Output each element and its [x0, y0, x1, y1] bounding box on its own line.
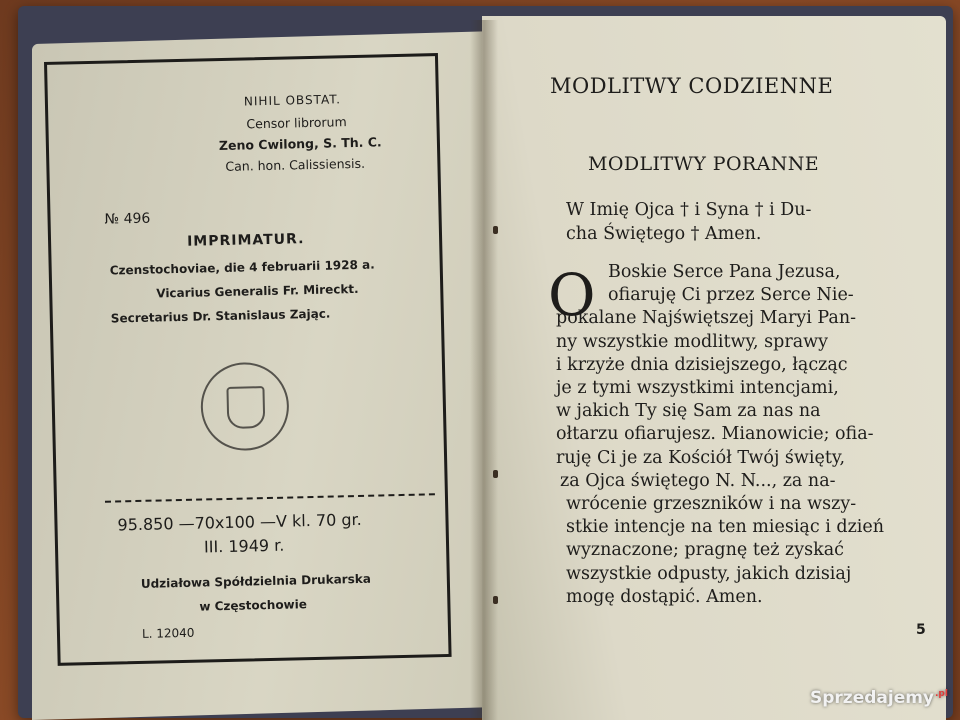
- page-title: MODLITWY CODZIENNE: [550, 74, 834, 98]
- section-title: MODLITWY PORANNE: [588, 153, 820, 175]
- printer-line2: w Częstochowie: [199, 597, 308, 614]
- binding-stitch: [493, 470, 498, 478]
- imprimatur-heading: IMPRIMATUR.: [186, 231, 305, 250]
- prayer-line: wrócenie grzeszników i na wszy-: [566, 494, 857, 514]
- imprimatur-place-date: Czenstochoviae, die 4 februarii 1928 a.: [109, 257, 375, 278]
- vicar-general: Vicarius Generalis Fr. Mireckt.: [156, 281, 359, 301]
- book-gutter: [470, 20, 498, 720]
- print-info-line2: III. 1949 r.: [203, 535, 285, 557]
- watermark-suffix: .pl: [935, 689, 948, 700]
- imprint-frame: [44, 53, 452, 666]
- prayer-line: i krzyże dnia dzisiejszego, łącząc: [556, 354, 848, 375]
- prayer-line: w jakich Ty się Sam za nas na: [556, 401, 821, 422]
- episcopal-seal: [200, 362, 290, 452]
- binding-stitch: [493, 226, 498, 234]
- imprint-divider: [105, 493, 435, 502]
- prayer-line: stkie intencje na ten miesiąc i dzień: [566, 517, 885, 538]
- site-watermark: [810, 688, 948, 708]
- prayer-line: wyznaczone; pragnę też zyskać: [566, 540, 844, 561]
- secretary: Secretarius Dr. Stanislaus Zając.: [110, 306, 331, 326]
- page-number: 5: [916, 622, 926, 638]
- seal-shield-icon: [226, 386, 265, 429]
- print-code: L. 12040: [141, 625, 195, 641]
- prayer-line: ofiaruję Ci przez Serce Nie-: [608, 285, 854, 306]
- invocation-line: cha Świętego † Amen.: [566, 224, 762, 244]
- prayer-line: pokalane Najświętszej Maryi Pan-: [556, 308, 857, 329]
- nihil-obstat-heading: NIHIL OBSTAT.: [243, 92, 342, 109]
- prayer-line: Boskie Serce Pana Jezusa,: [608, 262, 841, 282]
- drop-cap-letter: O: [548, 261, 596, 329]
- binding-stitch: [493, 596, 498, 604]
- prayer-line: za Ojca świętego N. N..., za na-: [560, 470, 836, 491]
- printer-line1: Udziałowa Spółdzielnia Drukarska: [140, 571, 371, 591]
- censor-title: Can. hon. Calissiensis.: [225, 155, 366, 174]
- invocation-line: W Imię Ojca † i Syna † i Du-: [566, 200, 812, 220]
- watermark-text: Sprzedajemy: [810, 688, 935, 708]
- prayer-line: ny wszystkie modlitwy, sprawy: [556, 331, 828, 352]
- censor-role: Censor librorum: [246, 114, 347, 132]
- censor-name: Zeno Cwilong, S. Th. C.: [218, 134, 382, 154]
- prayer-line: mogę dostąpić. Amen.: [566, 586, 763, 607]
- prayer-line: ołtarzu ofiarujesz. Mianowicie; ofia-: [556, 424, 874, 445]
- prayer-line: wszystkie odpusty, jakich dzisiaj: [566, 563, 852, 584]
- print-info-line1: 95.850 —70x100 —V kl. 70 gr.: [117, 509, 362, 535]
- approval-number: № 496: [104, 210, 151, 228]
- prayer-line: je z tymi wszystkimi intencjami,: [556, 378, 839, 398]
- prayer-line: ruję Ci je za Kościół Twój święty,: [556, 447, 846, 468]
